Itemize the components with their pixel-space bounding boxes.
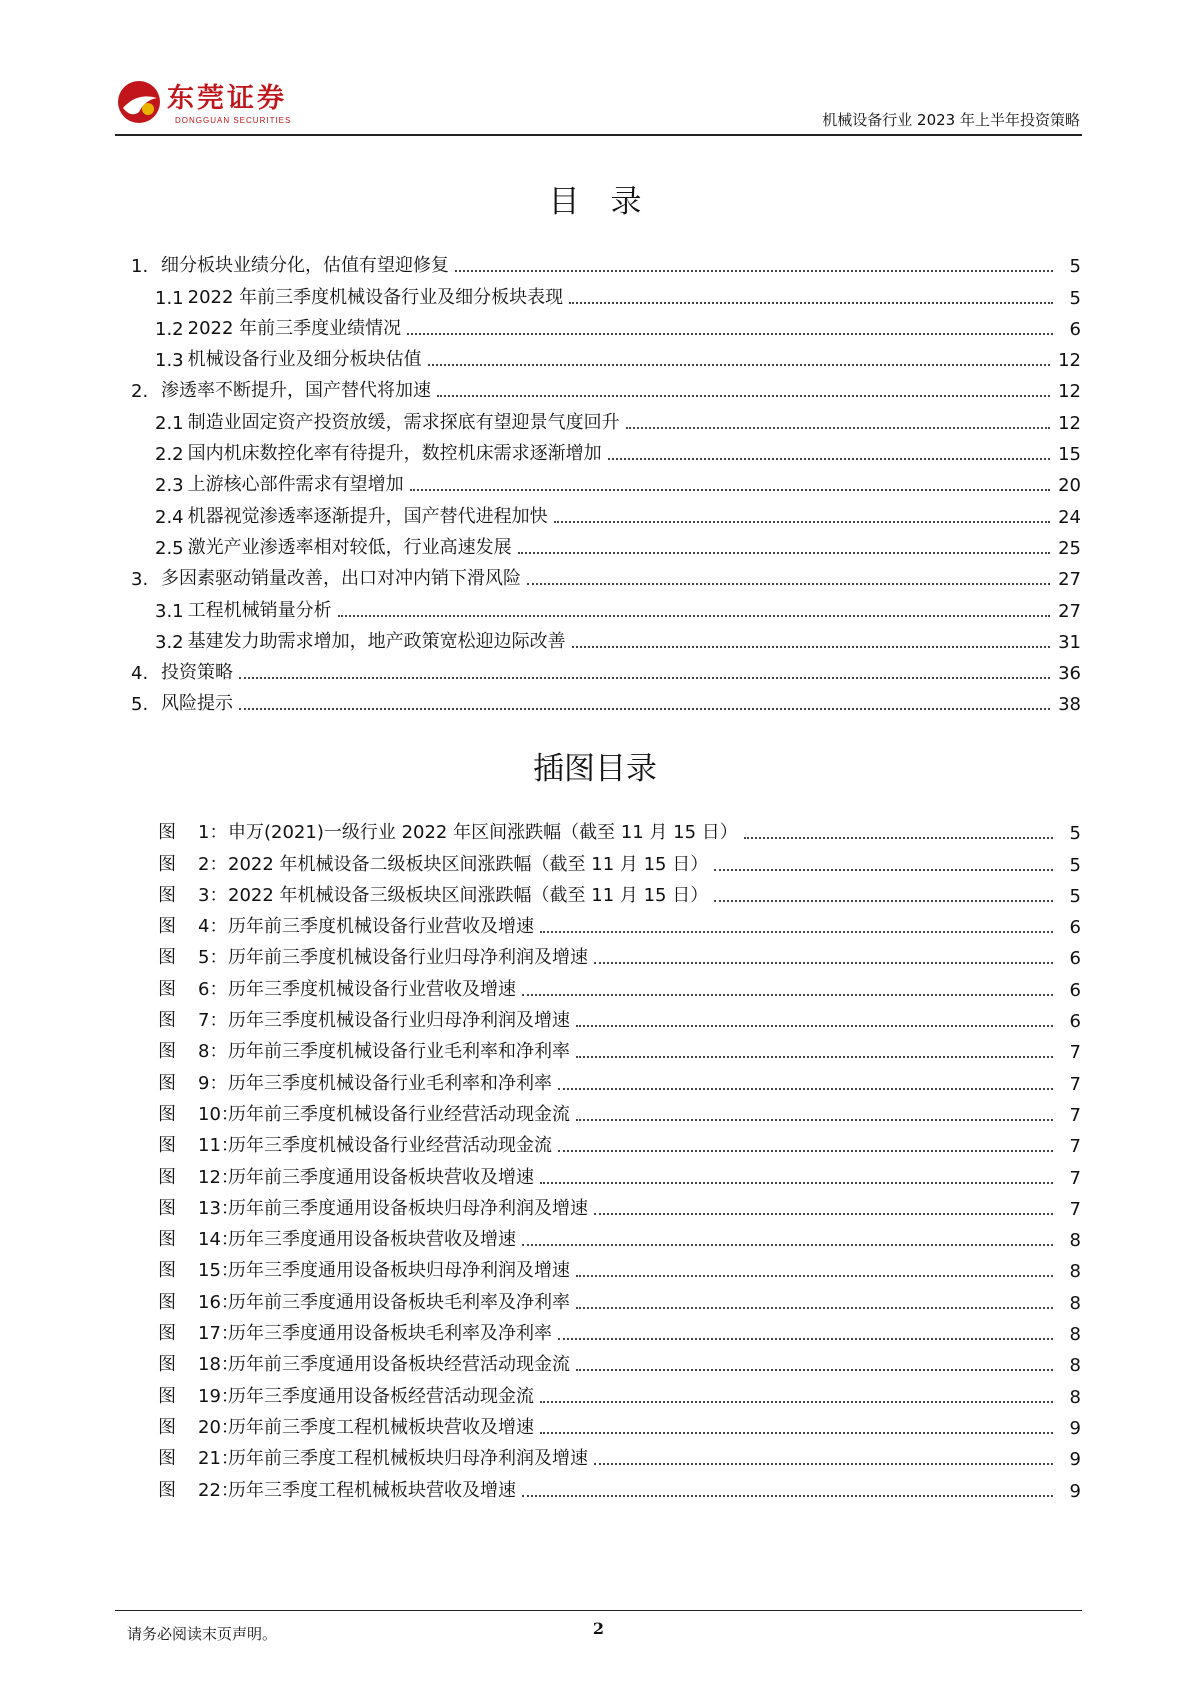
toc-entry-number: 2.1 [155,412,184,434]
toc-entry-number: 2.5 [155,537,184,559]
dot-leader [576,1368,1053,1371]
figure-prefix: 图 [158,1072,176,1094]
toc-entry[interactable] [131,496,1081,527]
figure-prefix: 图 [158,1416,176,1438]
figure-prefix: 图 [158,1448,176,1470]
toc-entry[interactable] [131,246,1081,277]
toc-entry-page: 5 [1069,287,1081,309]
figure-entry-page: 8 [1069,1324,1081,1346]
toc-entry-text: 2022 年前三季度业绩情况 [187,317,402,339]
toc-entry-page: 25 [1058,537,1081,559]
figure-entry-page: 7 [1069,1104,1081,1126]
figure-entry-text: 2022 年机械设备三级板块区间涨跌幅（截至 11 月 15 日） [228,884,709,906]
toc-entry-number: 2.4 [155,506,184,528]
toc-entry[interactable] [131,622,1081,653]
toc-entry-page: 27 [1058,600,1081,622]
dot-leader [239,676,1050,679]
dot-leader [714,868,1053,871]
toc-entry-page: 27 [1058,569,1081,591]
figure-entry-page: 8 [1069,1261,1081,1283]
figure-entry[interactable] [158,1032,1081,1063]
figure-entry-page: 9 [1069,1417,1081,1439]
toc-entry[interactable] [131,653,1081,684]
dot-leader [554,520,1050,523]
figure-entry-text: 历年前三季度通用设备板块归母净利润及增速 [228,1197,588,1219]
toc-entry-page: 38 [1058,694,1081,716]
toc-entry-text: 基建发力助需求增加，地产政策宽松迎边际改善 [187,630,566,652]
figure-entry[interactable] [158,1126,1081,1157]
figure-prefix: 图 [158,1041,176,1063]
dot-leader [576,1274,1053,1277]
toc-entry-number: 1.3 [155,350,184,372]
figure-entry[interactable] [158,1345,1081,1376]
figure-prefix: 图 [158,1135,176,1157]
toc-entry[interactable] [131,465,1081,496]
toc-entry-text: 上游核心部件需求有望增加 [187,474,404,496]
dot-leader [594,1462,1053,1465]
toc-entry-text: 风险提示 [161,693,233,715]
figure-entry[interactable] [158,907,1081,938]
figure-prefix: 图 [158,1385,176,1407]
toc-entry[interactable] [131,371,1081,402]
figure-prefix: 图 [158,884,176,906]
figure-entry-text: 历年三季度通用设备板经营活动现金流 [228,1385,534,1407]
figure-prefix: 图 [158,947,176,969]
figure-entry-text: 历年前三季度机械设备行业营收及增速 [228,916,534,938]
dot-leader [558,1087,1053,1090]
figure-prefix: 图 [158,822,176,844]
figure-number: 5： [198,947,228,969]
figure-entry-label [158,912,228,938]
toc-entry-text: 2022 年前三季度机械设备行业及细分板块表现 [187,286,564,308]
figure-entry-label [158,1350,239,1376]
figure-entry-page: 8 [1069,1355,1081,1377]
figure-prefix: 图 [158,1197,176,1219]
toc-entry[interactable] [131,684,1081,715]
toc-entry[interactable] [131,528,1081,559]
figure-entry-page: 6 [1069,1011,1081,1033]
logo-english-name: DONGGUAN SECURITIES [175,116,292,125]
figure-number: 21： [198,1448,239,1470]
figure-entry-label [158,850,228,876]
toc-entry-text: 多因素驱动销量改善，出口对冲内销下滑风险 [161,568,521,590]
figure-entry-page: 8 [1069,1230,1081,1252]
figure-number: 20： [198,1416,239,1438]
dot-leader [558,1149,1053,1152]
figure-entry-page: 5 [1069,823,1081,845]
figure-list-title: 插图目录 [533,751,657,787]
page-footer [115,1610,1082,1643]
toc-entry-text: 国内机床数控化率有待提升，数控机床需求逐渐增加 [187,443,602,465]
figure-entry[interactable] [158,876,1081,907]
figure-entry-text: 历年三季度通用设备板块毛利率及净利率 [228,1323,552,1345]
toc-entry-page: 12 [1058,350,1081,372]
figure-entry-text: 历年前三季度工程机械板块归母净利润及增速 [228,1448,588,1470]
toc-entry[interactable] [131,277,1081,308]
figure-entry-page: 5 [1069,854,1081,876]
figure-entry-page: 9 [1069,1480,1081,1502]
figure-entry-text: 历年三季度机械设备行业营收及增速 [228,978,516,1000]
figure-entry-label [158,1037,228,1063]
figure-entry[interactable] [158,1189,1081,1220]
figure-number: 15： [198,1260,239,1282]
figure-entry[interactable] [158,1314,1081,1345]
dot-leader [522,993,1053,996]
toc-entry-page: 15 [1058,444,1081,466]
figure-number: 14： [198,1229,239,1251]
document-title: 机械设备行业 2023 年上半年投资策略 [822,111,1080,129]
toc-entry[interactable] [131,559,1081,590]
toc-entry-page: 5 [1069,256,1081,278]
dot-leader [410,488,1050,491]
figure-prefix: 图 [158,1260,176,1282]
logo-chinese-name: 东莞证券 [167,83,287,114]
toc-title: 目 录 [548,184,642,220]
dot-leader [540,930,1053,933]
figure-number: 12： [198,1166,239,1188]
figure-entry-label [158,881,228,907]
figure-entry-text: 历年前三季度机械设备行业归母净利润及增速 [228,947,588,969]
figure-number: 13： [198,1197,239,1219]
figure-entry[interactable] [158,1376,1081,1407]
figure-number: 6： [198,978,228,1000]
figure-entry-label [158,1194,239,1220]
figure-entry[interactable] [158,1157,1081,1188]
figure-entry[interactable] [158,844,1081,875]
toc-entry-number: 4. [131,663,149,685]
dot-leader [594,1212,1053,1215]
figure-number: 19： [198,1385,239,1407]
figure-entry-page: 7 [1069,1167,1081,1189]
figure-entry-label [158,1069,228,1095]
dot-leader [576,1306,1053,1309]
figure-entry-page: 7 [1069,1136,1081,1158]
figure-prefix: 图 [158,916,176,938]
toc-entry-page: 12 [1058,381,1081,403]
figure-prefix: 图 [158,1103,176,1125]
figure-entry[interactable] [158,813,1081,844]
figure-number: 11： [198,1135,239,1157]
figure-entry-text: 历年三季度通用设备板块营收及增速 [228,1229,516,1251]
toc-entry[interactable] [131,340,1081,371]
toc-entry-page: 12 [1058,412,1081,434]
figure-entry-text: 申万(2021)一级行业 2022 年区间涨跌幅（截至 11 月 15 日） [228,822,738,844]
dot-leader [558,1337,1053,1340]
toc-entry-text: 机械设备行业及细分板块估值 [187,349,422,371]
figure-entry[interactable] [158,1470,1081,1501]
disclaimer-note: 请务必阅读末页声明。 [127,1625,278,1643]
toc-entry-text: 制造业固定资产投资放缓，需求探底有望迎景气度回升 [187,411,620,433]
figure-prefix: 图 [158,1323,176,1345]
figure-entry-label [158,1444,239,1470]
figure-entry-text: 历年前三季度工程机械板块营收及增速 [228,1416,534,1438]
toc-entry-page: 6 [1069,318,1081,340]
toc-entry-page: 36 [1058,663,1081,685]
figure-entry-label [158,1225,239,1251]
figure-number: 9： [198,1072,228,1094]
figure-number: 10： [198,1103,239,1125]
dot-leader [522,1243,1053,1246]
dot-leader [576,1118,1053,1121]
table-of-contents [131,246,1081,715]
figure-entry[interactable] [158,1282,1081,1313]
dot-leader [608,457,1050,460]
toc-entry-number: 1.2 [155,318,184,340]
figure-entry-label [158,1288,239,1314]
toc-entry-number: 3.1 [155,600,184,622]
figure-entry-text: 历年三季度通用设备板块归母净利润及增速 [228,1260,570,1282]
figure-prefix: 图 [158,1010,176,1032]
figure-entry-page: 6 [1069,948,1081,970]
toc-entry-page: 31 [1058,631,1081,653]
toc-entry-number: 3. [131,569,149,591]
toc-entry[interactable] [131,309,1081,340]
toc-entry-number: 1.1 [155,287,184,309]
toc-entry-number: 2.3 [155,475,184,497]
toc-entry-number: 2.2 [155,444,184,466]
toc-entry-text: 渗透率不断提升，国产替代将加速 [161,380,431,402]
dot-leader [572,645,1050,648]
toc-entry-text: 投资策略 [161,662,233,684]
dot-leader [239,707,1050,710]
figure-entry-text: 历年三季度工程机械板块营收及增速 [228,1479,516,1501]
figure-number: 18： [198,1354,239,1376]
figure-entry-label [158,1163,239,1189]
toc-entry-text: 激光产业渗透率相对较低，行业高速发展 [187,536,512,558]
figure-prefix: 图 [158,853,176,875]
dot-leader [407,332,1053,335]
toc-entry-number: 1. [131,256,149,278]
figure-entry-text: 历年三季度机械设备行业经营活动现金流 [228,1135,552,1157]
figure-number: 2： [198,853,228,875]
figure-number: 17： [198,1323,239,1345]
figure-entry-label [158,1382,239,1408]
dot-leader [594,961,1053,964]
figure-entry-page: 7 [1069,1042,1081,1064]
figure-entry-text: 历年前三季度通用设备板块毛利率及净利率 [228,1291,570,1313]
figure-entry-page: 7 [1069,1198,1081,1220]
figure-entry[interactable] [158,1439,1081,1470]
page-number: 2 [592,1619,605,1638]
figure-entry-label [158,1100,239,1126]
toc-entry-page: 24 [1058,506,1081,528]
figure-entry-label [158,975,228,1001]
dot-leader [744,836,1053,839]
figure-number: 7： [198,1010,228,1032]
toc-entry-number: 2. [131,381,149,403]
figure-entry[interactable] [158,1001,1081,1032]
figure-entry[interactable] [158,969,1081,1000]
figure-entry-label [158,1319,239,1345]
figure-entry-text: 历年三季度机械设备行业归母净利润及增速 [228,1010,570,1032]
dot-leader [540,1400,1053,1403]
figure-prefix: 图 [158,1479,176,1501]
figure-entry-label [158,1256,239,1282]
figure-entry-label [158,1413,239,1439]
dot-leader [437,394,1050,397]
toc-entry[interactable] [131,590,1081,621]
figure-prefix: 图 [158,1354,176,1376]
toc-entry-number: 3.2 [155,631,184,653]
figure-entry[interactable] [158,1408,1081,1439]
figure-entry-page: 8 [1069,1292,1081,1314]
figure-entry-text: 2022 年机械设备二级板块区间涨跌幅（截至 11 月 15 日） [228,853,709,875]
dot-leader [576,1024,1053,1027]
toc-entry-number: 5. [131,694,149,716]
toc-entry-page: 20 [1058,475,1081,497]
dot-leader [576,1055,1053,1058]
figure-entry-page: 7 [1069,1073,1081,1095]
figure-entry-text: 历年三季度机械设备行业毛利率和净利率 [228,1072,552,1094]
dot-leader [714,899,1053,902]
dot-leader [455,269,1053,272]
figure-entry-page: 6 [1069,979,1081,1001]
figure-entry-label [158,1131,239,1157]
figure-entry-page: 8 [1069,1386,1081,1408]
figure-entry[interactable] [158,938,1081,969]
dot-leader [338,614,1050,617]
figure-entry-text: 历年前三季度通用设备板块营收及增速 [228,1166,534,1188]
page-header [115,72,1082,136]
logo-emblem-icon [115,78,163,126]
figure-prefix: 图 [158,1291,176,1313]
figure-number: 4： [198,916,228,938]
figure-entry-label [158,1006,228,1032]
figure-number: 16： [198,1291,239,1313]
figure-entry-label [158,943,228,969]
toc-entry-text: 细分板块业绩分化，估值有望迎修复 [161,255,449,277]
dot-leader [522,1494,1053,1497]
figure-entry-label [158,818,228,844]
figure-entry-text: 历年前三季度机械设备行业毛利率和净利率 [228,1041,570,1063]
figure-entry[interactable] [158,1095,1081,1126]
figure-entry[interactable] [158,1063,1081,1094]
figure-entry-page: 9 [1069,1449,1081,1471]
figure-entry-page: 5 [1069,885,1081,907]
figure-number: 3： [198,884,228,906]
figure-entry[interactable] [158,1220,1081,1251]
toc-entry-text: 工程机械销量分析 [187,599,332,621]
figure-entry-text: 历年前三季度机械设备行业经营活动现金流 [228,1103,570,1125]
toc-entry[interactable] [131,434,1081,465]
dot-leader [428,363,1050,366]
toc-entry[interactable] [131,402,1081,433]
figure-prefix: 图 [158,978,176,1000]
figure-entry-text: 历年前三季度通用设备板块经营活动现金流 [228,1354,570,1376]
dot-leader [527,582,1050,585]
figure-entry-page: 6 [1069,917,1081,939]
figure-entry-label [158,1476,239,1502]
figure-entry[interactable] [158,1251,1081,1282]
figure-number: 1： [198,822,228,844]
dot-leader [569,301,1053,304]
dot-leader [540,1181,1053,1184]
toc-entry-text: 机器视觉渗透率逐渐提升，国产替代进程加快 [187,505,548,527]
dot-leader [626,426,1050,429]
dot-leader [518,551,1050,554]
figure-prefix: 图 [158,1229,176,1251]
figure-number: 8： [198,1041,228,1063]
figure-list [158,813,1081,1502]
figure-number: 22： [198,1479,239,1501]
dot-leader [540,1431,1053,1434]
figure-prefix: 图 [158,1166,176,1188]
